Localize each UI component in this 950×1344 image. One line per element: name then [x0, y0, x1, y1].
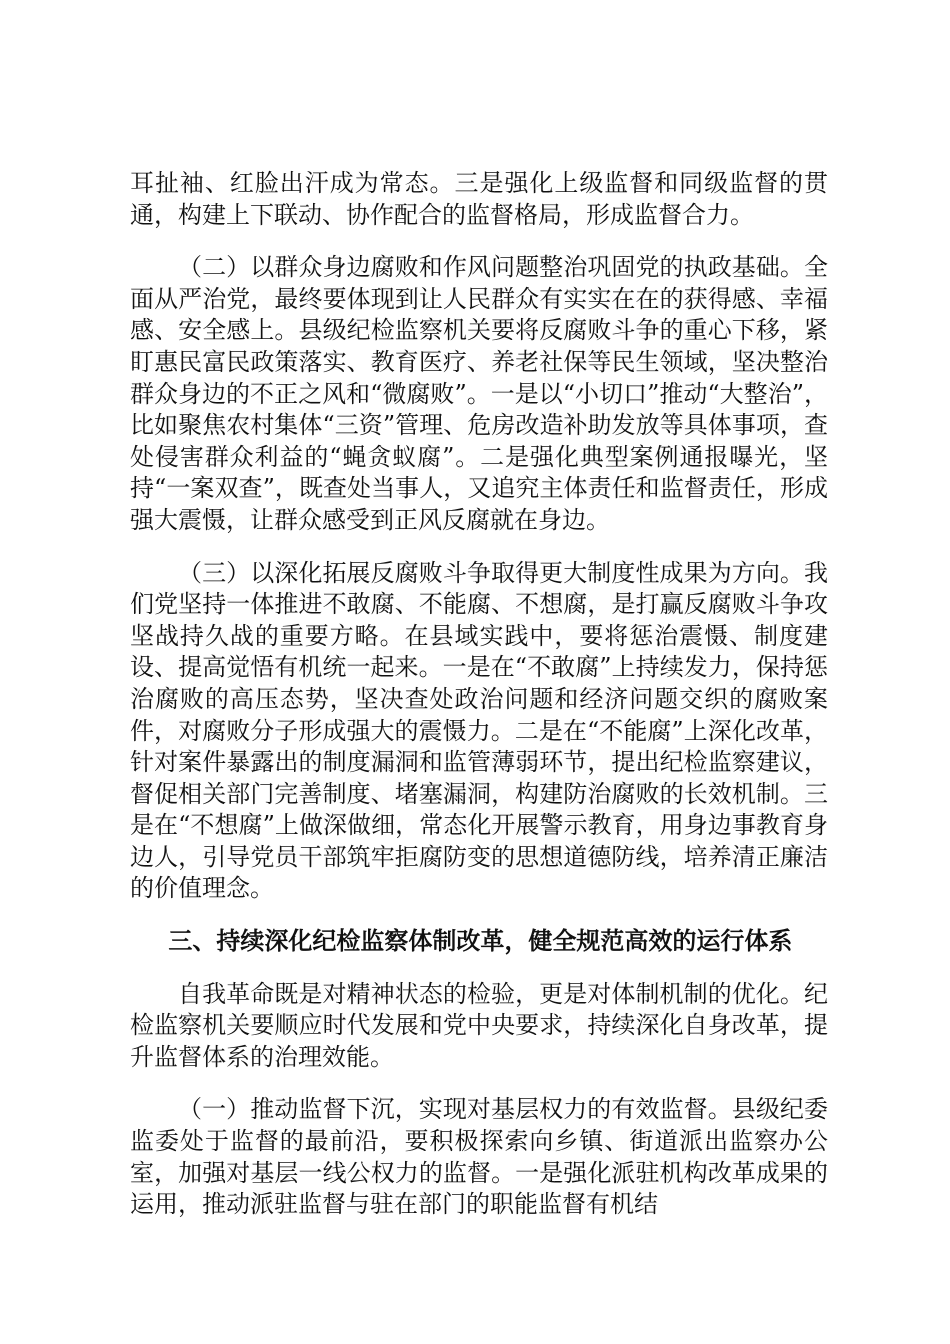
paragraph-section-2-3: （三）以深化拓展反腐败斗争取得更大制度性成果为方向。我们党坚持一体推进不敢腐、不能腐、不想腐，是打赢反腐败斗争攻坚战持久战的重要方略。在县域实践中，要将惩治震慑、制度建设、提高觉悟有机统一起来。一是在“不敢腐”上持续发力，保持惩治腐败的高压态势，坚决查处政治问题和经济问题交织的腐败案件，对腐败分子形成强大的震慑力。二是在“不能腐”上深化改革，针对案件暴露出的制度漏洞和监管薄弱环节，提出纪检监察建议，督促相关部门完善制度、堵塞漏洞，构建防治腐败的长效机制。三是在“不想腐”上做深做细，常态化开展警示教育，用身边事教育身边人，引导党员干部筑牢拒腐防变的思想道德防线，培养清正廉洁的价值理念。 — [130, 558, 828, 903]
document-page — [130, 168, 828, 1242]
paragraph-section-3-intro: 自我革命既是对精神状态的检验，更是对体制机制的优化。纪检监察机关要顺应时代发展和党中央要求，持续深化自身改革，提升监督体系的治理效能。 — [130, 979, 828, 1071]
paragraph-section-2-2: （二）以群众身边腐败和作风问题整治巩固党的执政基础。全面从严治党，最终要体现到让人民群众有实实在在的获得感、幸福感、安全感上。县级纪检监察机关要将反腐败斗争的重心下移，紧盯惠民富民政策落实、教育医疗、养老社保等民生领域，坚决整治群众身边的不正之风和“微腐败”。一是以“小切口”推动“大整治”，比如聚焦农村集体“三资”管理、危房改造补助发放等具体事项，查处侵害群众利益的“蝇贪蚁腐”。二是强化典型案例通报曝光，坚持“一案双查”，既查处当事人，又追究主体责任和监督责任，形成强大震慑，让群众感受到正风反腐就在身边。 — [130, 253, 828, 534]
paragraph-section-3-1: （一）推动监督下沉，实现对基层权力的有效监督。县级纪委监委处于监督的最前沿，要积极探索向乡镇、街道派出监察办公室，加强对基层一线公权力的监督。一是强化派驻机构改革成果的运用，推动派驻监督与驻在部门的职能监督有机结 — [130, 1095, 828, 1219]
paragraph-continuation: 耳扯袖、红脸出汗成为常态。三是强化上级监督和同级监督的贯通，构建上下联动、协作配合的监督格局，形成监督合力。 — [130, 169, 828, 229]
section-heading-3: 三、持续深化纪检监察体制改革，健全规范高效的运行体系 — [168, 927, 793, 956]
